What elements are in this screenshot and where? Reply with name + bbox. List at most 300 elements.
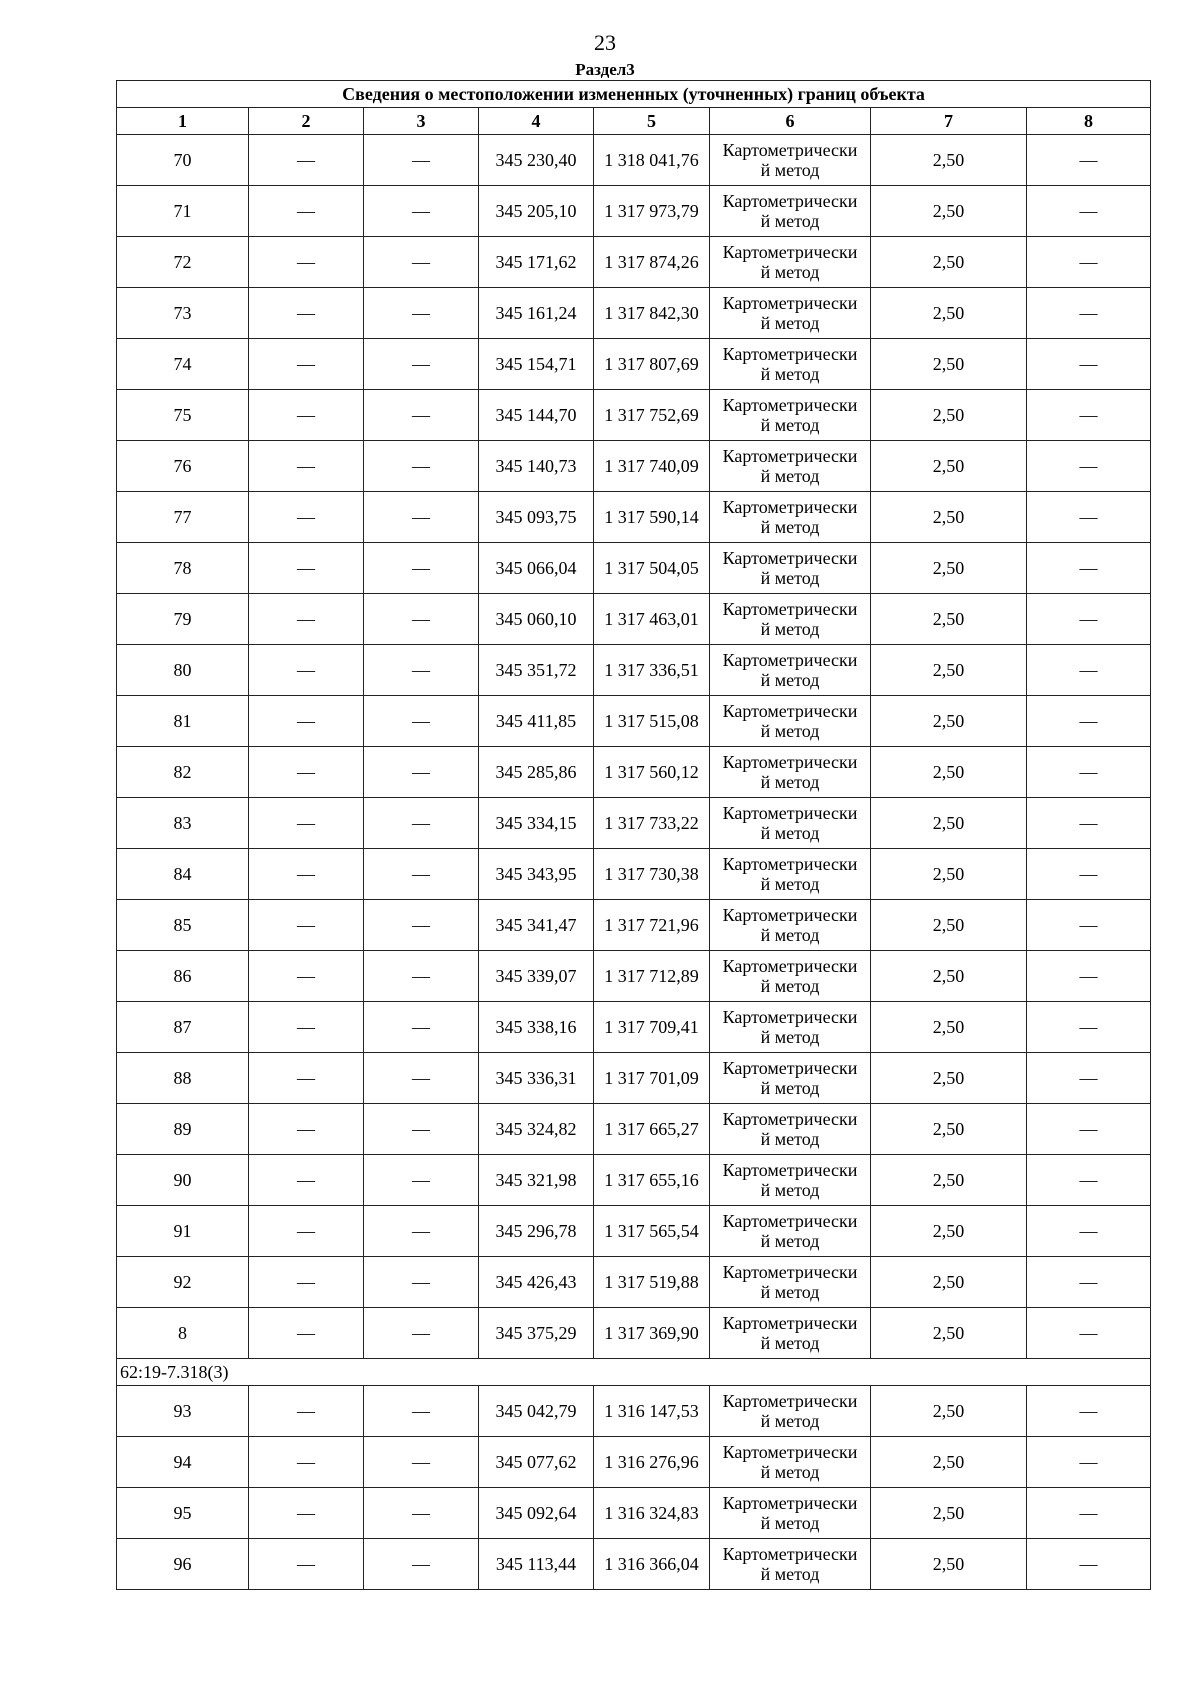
point-number-cell: 73 [117,288,249,339]
method-cell [710,696,871,747]
column-3-cell: — [364,1308,479,1359]
column-3-cell: — [364,186,479,237]
method-text-line-2: й метод [760,517,820,537]
x-coordinate-cell: 345 341,47 [479,900,594,951]
x-coordinate-cell: 345 426,43 [479,1257,594,1308]
y-coordinate-cell: 1 316 276,96 [594,1437,710,1488]
point-number-cell: 93 [117,1386,249,1437]
method-text-line-2: й метод [760,1411,820,1431]
column-2-cell: — [249,339,364,390]
column-2-cell: — [249,288,364,339]
column-8-cell: — [1027,1437,1151,1488]
y-coordinate-cell: 1 317 655,16 [594,1155,710,1206]
column-8-cell: — [1027,390,1151,441]
column-8-cell: — [1027,237,1151,288]
column-8-cell: — [1027,645,1151,696]
y-coordinate-cell: 1 317 709,41 [594,1002,710,1053]
y-coordinate-cell: 1 317 590,14 [594,492,710,543]
point-number-cell: 75 [117,390,249,441]
method-text-line-2: й метод [760,823,820,843]
method-cell [710,237,871,288]
column-3-cell: — [364,1488,479,1539]
column-2-cell: — [249,1488,364,1539]
column-3-cell: — [364,390,479,441]
accuracy-cell: 2,50 [871,951,1027,1002]
method-text-line-2: й метод [760,262,820,282]
table-row [117,594,1151,645]
table-row [117,1488,1151,1539]
column-8-cell: — [1027,696,1151,747]
point-number-cell: 83 [117,798,249,849]
method-text-line-1: Картометрически [722,905,858,925]
method-text-line-1: Картометрически [722,497,858,517]
group-header-row [117,1359,1151,1386]
point-number-cell: 85 [117,900,249,951]
column-2-cell: — [249,645,364,696]
accuracy-cell: 2,50 [871,1053,1027,1104]
column-8-cell: — [1027,492,1151,543]
accuracy-cell: 2,50 [871,696,1027,747]
method-text-line-2: й метод [760,1180,820,1200]
column-2-cell: — [249,594,364,645]
method-cell [710,492,871,543]
accuracy-cell: 2,50 [871,543,1027,594]
method-cell [710,1539,871,1590]
x-coordinate-cell: 345 060,10 [479,594,594,645]
y-coordinate-cell: 1 317 874,26 [594,237,710,288]
method-cell [710,288,871,339]
accuracy-cell: 2,50 [871,1488,1027,1539]
x-coordinate-cell: 345 066,04 [479,543,594,594]
column-3-cell: — [364,288,479,339]
column-8-cell: — [1027,1104,1151,1155]
point-number-cell: 80 [117,645,249,696]
column-8-cell: — [1027,1002,1151,1053]
column-number: 6 [710,108,871,135]
accuracy-cell: 2,50 [871,1308,1027,1359]
table-row [117,1386,1151,1437]
column-2-cell: — [249,1104,364,1155]
method-text-line-1: Картометрически [722,599,858,619]
accuracy-cell: 2,50 [871,1539,1027,1590]
column-2-cell: — [249,543,364,594]
x-coordinate-cell: 345 351,72 [479,645,594,696]
column-3-cell: — [364,1206,479,1257]
y-coordinate-cell: 1 317 560,12 [594,747,710,798]
y-coordinate-cell: 1 317 721,96 [594,900,710,951]
column-2-cell: — [249,696,364,747]
accuracy-cell: 2,50 [871,135,1027,186]
method-text-line-1: Картометрически [722,395,858,415]
method-text-line-1: Картометрически [722,956,858,976]
column-2-cell: — [249,1437,364,1488]
column-8-cell: — [1027,1539,1151,1590]
column-3-cell: — [364,441,479,492]
column-3-cell: — [364,1155,479,1206]
method-text-line-2: й метод [760,619,820,639]
method-text-line-2: й метод [760,1564,820,1584]
column-8-cell: — [1027,1257,1151,1308]
y-coordinate-cell: 1 317 740,09 [594,441,710,492]
table-row [117,1206,1151,1257]
method-cell [710,441,871,492]
column-8-cell: — [1027,288,1151,339]
accuracy-cell: 2,50 [871,390,1027,441]
column-2-cell: — [249,1539,364,1590]
column-3-cell: — [364,747,479,798]
column-2-cell: — [249,1257,364,1308]
table-row [117,747,1151,798]
method-text-line-2: й метод [760,976,820,996]
column-3-cell: — [364,1437,479,1488]
table-row [117,186,1151,237]
method-text-line-1: Картометрически [722,854,858,874]
column-8-cell: — [1027,543,1151,594]
method-text-line-1: Картометрически [722,1160,858,1180]
column-number: 4 [479,108,594,135]
table-row [117,798,1151,849]
column-8-cell: — [1027,1155,1151,1206]
column-8-cell: — [1027,1488,1151,1539]
column-8-cell: — [1027,1053,1151,1104]
column-2-cell: — [249,1002,364,1053]
column-number: 3 [364,108,479,135]
column-3-cell: — [364,951,479,1002]
column-8-cell: — [1027,1386,1151,1437]
accuracy-cell: 2,50 [871,186,1027,237]
method-text-line-2: й метод [760,1513,820,1533]
y-coordinate-cell: 1 317 565,54 [594,1206,710,1257]
y-coordinate-cell: 1 317 973,79 [594,186,710,237]
method-cell [710,1206,871,1257]
table-row [117,237,1151,288]
method-cell [710,594,871,645]
point-number-cell: 76 [117,441,249,492]
table-row [117,1437,1151,1488]
y-coordinate-cell: 1 317 807,69 [594,339,710,390]
y-coordinate-cell: 1 317 463,01 [594,594,710,645]
method-text-line-1: Картометрически [722,752,858,772]
point-number-cell: 86 [117,951,249,1002]
column-8-cell: — [1027,135,1151,186]
table-row [117,645,1151,696]
x-coordinate-cell: 345 343,95 [479,849,594,900]
accuracy-cell: 2,50 [871,1206,1027,1257]
column-3-cell: — [364,798,479,849]
column-8-cell: — [1027,849,1151,900]
accuracy-cell: 2,50 [871,288,1027,339]
column-8-cell: — [1027,186,1151,237]
group-label: 62:19-7.318(3) [117,1359,1151,1386]
column-2-cell: — [249,1386,364,1437]
table-row [117,339,1151,390]
method-cell [710,543,871,594]
method-cell [710,1257,871,1308]
method-cell [710,900,871,951]
method-cell [710,1053,871,1104]
column-8-cell: — [1027,441,1151,492]
method-text-line-2: й метод [760,1078,820,1098]
method-cell [710,186,871,237]
table-row [117,1308,1151,1359]
point-number-cell: 78 [117,543,249,594]
column-3-cell: — [364,135,479,186]
y-coordinate-cell: 1 317 752,69 [594,390,710,441]
accuracy-cell: 2,50 [871,1104,1027,1155]
y-coordinate-cell: 1 317 519,88 [594,1257,710,1308]
point-number-cell: 96 [117,1539,249,1590]
column-3-cell: — [364,1257,479,1308]
method-text-line-2: й метод [760,466,820,486]
point-number-cell: 94 [117,1437,249,1488]
column-2-cell: — [249,747,364,798]
method-text-line-2: й метод [760,772,820,792]
method-cell [710,390,871,441]
table-row [117,1104,1151,1155]
table-row [117,390,1151,441]
column-3-cell: — [364,492,479,543]
table-row [117,135,1151,186]
method-cell [710,339,871,390]
point-number-cell: 72 [117,237,249,288]
method-cell [710,1437,871,1488]
table-row [117,1155,1151,1206]
x-coordinate-cell: 345 339,07 [479,951,594,1002]
column-3-cell: — [364,900,479,951]
column-number: 5 [594,108,710,135]
method-text-line-1: Картометрически [722,1007,858,1027]
x-coordinate-cell: 345 171,62 [479,237,594,288]
point-number-cell: 90 [117,1155,249,1206]
x-coordinate-cell: 345 144,70 [479,390,594,441]
method-text-line-1: Картометрически [722,548,858,568]
table-row [117,543,1151,594]
column-number-row [117,108,1151,135]
column-2-cell: — [249,1206,364,1257]
column-3-cell: — [364,849,479,900]
column-8-cell: — [1027,747,1151,798]
x-coordinate-cell: 345 321,98 [479,1155,594,1206]
x-coordinate-cell: 345 230,40 [479,135,594,186]
table-row [117,288,1151,339]
x-coordinate-cell: 345 140,73 [479,441,594,492]
column-8-cell: — [1027,339,1151,390]
accuracy-cell: 2,50 [871,594,1027,645]
y-coordinate-cell: 1 318 041,76 [594,135,710,186]
x-coordinate-cell: 345 161,24 [479,288,594,339]
table-row [117,1002,1151,1053]
method-text-line-2: й метод [760,1129,820,1149]
x-coordinate-cell: 345 113,44 [479,1539,594,1590]
column-3-cell: — [364,1104,479,1155]
method-text-line-2: й метод [760,721,820,741]
column-2-cell: — [249,441,364,492]
method-text-line-2: й метод [760,211,820,231]
y-coordinate-cell: 1 317 336,51 [594,645,710,696]
method-cell [710,951,871,1002]
column-2-cell: — [249,492,364,543]
column-2-cell: — [249,186,364,237]
method-text-line-2: й метод [760,925,820,945]
column-8-cell: — [1027,951,1151,1002]
accuracy-cell: 2,50 [871,1155,1027,1206]
column-2-cell: — [249,798,364,849]
x-coordinate-cell: 345 334,15 [479,798,594,849]
method-text-line-2: й метод [760,1231,820,1251]
method-cell [710,1386,871,1437]
point-number-cell: 87 [117,1002,249,1053]
x-coordinate-cell: 345 338,16 [479,1002,594,1053]
y-coordinate-cell: 1 317 665,27 [594,1104,710,1155]
column-2-cell: — [249,1155,364,1206]
method-cell [710,1002,871,1053]
accuracy-cell: 2,50 [871,645,1027,696]
method-text-line-1: Картометрически [722,1262,858,1282]
table-row [117,1257,1151,1308]
accuracy-cell: 2,50 [871,1386,1027,1437]
point-number-cell: 70 [117,135,249,186]
column-3-cell: — [364,1539,479,1590]
column-3-cell: — [364,1386,479,1437]
point-number-cell: 8 [117,1308,249,1359]
point-number-cell: 82 [117,747,249,798]
column-number: 8 [1027,108,1151,135]
point-number-cell: 74 [117,339,249,390]
column-3-cell: — [364,696,479,747]
method-text-line-2: й метод [760,160,820,180]
point-number-cell: 89 [117,1104,249,1155]
accuracy-cell: 2,50 [871,441,1027,492]
y-coordinate-cell: 1 317 515,08 [594,696,710,747]
y-coordinate-cell: 1 316 324,83 [594,1488,710,1539]
table-row [117,1053,1151,1104]
method-text-line-2: й метод [760,313,820,333]
y-coordinate-cell: 1 317 712,89 [594,951,710,1002]
x-coordinate-cell: 345 042,79 [479,1386,594,1437]
point-number-cell: 95 [117,1488,249,1539]
x-coordinate-cell: 345 336,31 [479,1053,594,1104]
table-body [117,135,1151,1590]
accuracy-cell: 2,50 [871,747,1027,798]
y-coordinate-cell: 1 317 369,90 [594,1308,710,1359]
method-text-line-1: Картометрически [722,1211,858,1231]
x-coordinate-cell: 345 324,82 [479,1104,594,1155]
method-text-line-1: Картометрически [722,803,858,823]
x-coordinate-cell: 345 411,85 [479,696,594,747]
y-coordinate-cell: 1 316 147,53 [594,1386,710,1437]
accuracy-cell: 2,50 [871,1437,1027,1488]
method-text-line-1: Картометрически [722,1391,858,1411]
method-text-line-1: Картометрически [722,140,858,160]
method-cell [710,798,871,849]
method-text-line-2: й метод [760,364,820,384]
method-text-line-2: й метод [760,1282,820,1302]
accuracy-cell: 2,50 [871,237,1027,288]
method-cell [710,645,871,696]
table-row [117,849,1151,900]
method-cell [710,747,871,798]
coordinates-table [116,80,1151,1590]
point-number-cell: 84 [117,849,249,900]
point-number-cell: 91 [117,1206,249,1257]
y-coordinate-cell: 1 317 730,38 [594,849,710,900]
table-row [117,1539,1151,1590]
point-number-cell: 79 [117,594,249,645]
column-3-cell: — [364,1002,479,1053]
y-coordinate-cell: 1 317 701,09 [594,1053,710,1104]
y-coordinate-cell: 1 317 504,05 [594,543,710,594]
accuracy-cell: 2,50 [871,492,1027,543]
column-8-cell: — [1027,900,1151,951]
accuracy-cell: 2,50 [871,1257,1027,1308]
column-2-cell: — [249,135,364,186]
column-8-cell: — [1027,1308,1151,1359]
point-number-cell: 88 [117,1053,249,1104]
method-text-line-2: й метод [760,670,820,690]
column-3-cell: — [364,543,479,594]
column-8-cell: — [1027,798,1151,849]
method-text-line-1: Картометрически [722,446,858,466]
accuracy-cell: 2,50 [871,798,1027,849]
method-cell [710,1104,871,1155]
table-row [117,492,1151,543]
column-3-cell: — [364,339,479,390]
x-coordinate-cell: 345 205,10 [479,186,594,237]
column-2-cell: — [249,900,364,951]
column-number: 7 [871,108,1027,135]
accuracy-cell: 2,50 [871,849,1027,900]
method-text-line-1: Картометрически [722,1313,858,1333]
point-number-cell: 71 [117,186,249,237]
method-text-line-1: Картометрически [722,650,858,670]
accuracy-cell: 2,50 [871,339,1027,390]
column-2-cell: — [249,237,364,288]
method-text-line-2: й метод [760,568,820,588]
accuracy-cell: 2,50 [871,1002,1027,1053]
table-title: Сведения о местоположении измененных (уточненных) границ объекта [117,81,1151,108]
point-number-cell: 92 [117,1257,249,1308]
method-cell [710,1155,871,1206]
column-3-cell: — [364,1053,479,1104]
method-text-line-1: Картометрически [722,1493,858,1513]
accuracy-cell: 2,50 [871,900,1027,951]
column-2-cell: — [249,1053,364,1104]
method-text-line-1: Картометрически [722,293,858,313]
x-coordinate-cell: 345 296,78 [479,1206,594,1257]
x-coordinate-cell: 345 285,86 [479,747,594,798]
method-text-line-2: й метод [760,1027,820,1047]
method-text-line-2: й метод [760,1333,820,1353]
column-3-cell: — [364,237,479,288]
column-number: 1 [117,108,249,135]
point-number-cell: 77 [117,492,249,543]
table-row [117,441,1151,492]
column-3-cell: — [364,645,479,696]
column-number: 2 [249,108,364,135]
method-text-line-2: й метод [760,874,820,894]
method-text-line-1: Картометрически [722,1109,858,1129]
y-coordinate-cell: 1 316 366,04 [594,1539,710,1590]
method-cell [710,135,871,186]
column-3-cell: — [364,594,479,645]
column-2-cell: — [249,849,364,900]
method-text-line-2: й метод [760,1462,820,1482]
method-text-line-1: Картометрически [722,701,858,721]
table-row [117,900,1151,951]
column-2-cell: — [249,951,364,1002]
point-number-cell: 81 [117,696,249,747]
x-coordinate-cell: 345 092,64 [479,1488,594,1539]
